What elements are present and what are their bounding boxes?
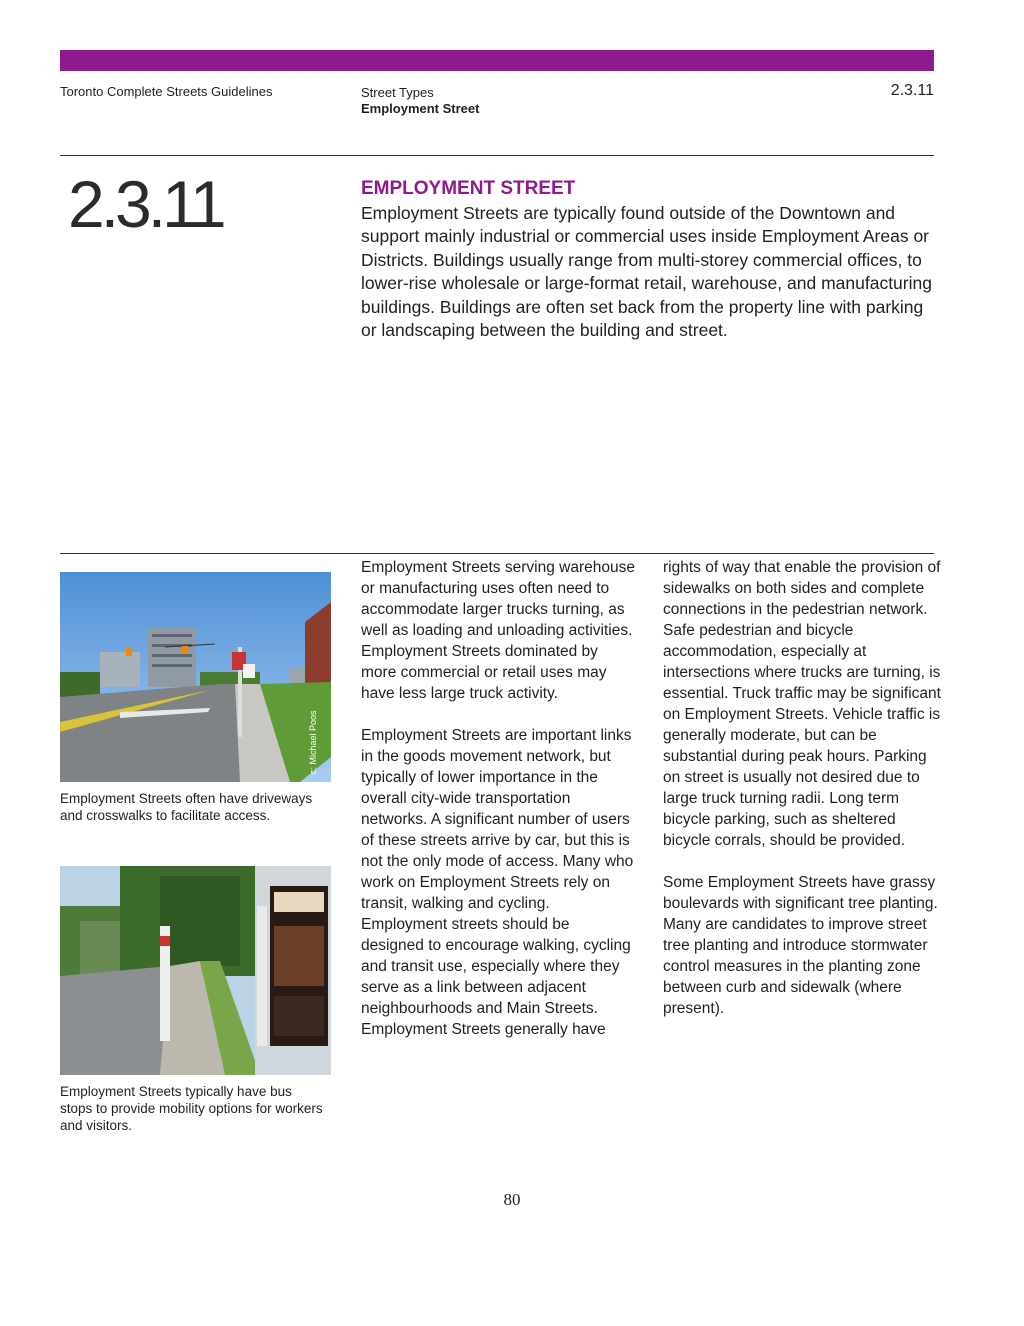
section-heading: EMPLOYMENT STREET [361,178,576,199]
photo-caption-2: Employment Streets typically have bus stops to provide mobility options for workers and visitors. [60,1084,323,1133]
section-subtitle: Employment Street [361,101,480,116]
photo-caption-1: Employment Streets often have driveways and crosswalks to facilitate access. [60,791,313,823]
header-accent-bar [60,50,934,71]
photo-bus-stop [60,866,331,1075]
document-title: Toronto Complete Streets Guidelines [60,84,273,99]
section-number-large: 2.3.11 [68,167,223,241]
body-paragraph: Employment Streets serving warehouse or manufacturing uses often need to accommodate larger trucks turning, as well as loading and unloading activities. Employment Streets dominated by more commercial or retail uses may have less large truck activity. [361,559,635,702]
header-section-number: 2.3.11 [890,82,934,99]
body-paragraph: Employment Streets are important links in the goods movement network, but typically of lower importance in the overall city-wide transportation networks. A significant number of users of these streets arrive by car, but this is not the only mode of access. Many who work on Employment Streets rely on transit, walking and cycling. Employment streets should be designed to encourage walking, cycling and transit use, especially where they serve as a link between adjacent neighbourhoods and Main Streets. Employment Streets generally have [361,727,634,1038]
section-intro: Employment Streets are typically found outside of the Downtown and support mainly industrial or commercial uses inside Employment Areas or Districts. Buildings usually range from multi-storey commercial offices, to lower-rise wholesale or large-format retail, warehouse, and manufacturing buildings. Buildings are often set back from the property line with parking or landscaping between the building and street. [361,203,932,341]
divider-mid [60,553,934,554]
body-column-right [663,557,943,1040]
body-column-middle [361,557,636,1061]
photo-credit: c: Michael Poos [308,710,318,774]
body-paragraph: Some Employment Streets have grassy boulevards with significant tree planting. Many are candidates to improve street tree planting and introduce stormwater control measures in the planting zone between curb and sidewalk (where present). [663,874,938,1017]
body-paragraph: rights of way that enable the provision of sidewalks on both sides and complete connections in the pedestrian network. Safe pedestrian and bicycle accommodation, especially at intersections where trucks are turning, is essential. Truck traffic may be significant on Employment Streets. Vehicle traffic is generally moderate, but can be substantial during peak hours. Parking on street is usually not desired due to large truck turning radii. Long term bicycle parking, such as sheltered bicycle corrals, should be provided. [663,559,941,849]
divider-top [60,155,934,156]
page-number: 80 [503,1190,521,1209]
photo-street-crosswalk [60,572,331,782]
section-category: Street Types [361,85,434,100]
